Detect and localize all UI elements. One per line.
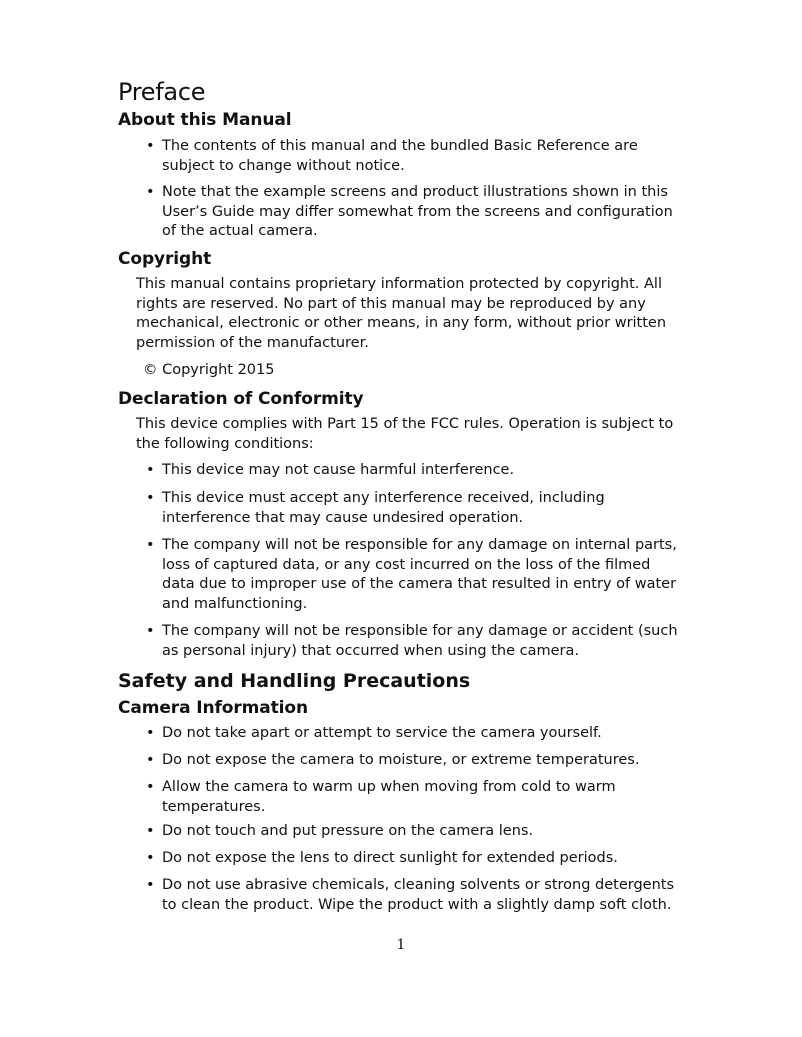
bullet-dot: • — [146, 623, 155, 639]
page-title: Preface — [118, 78, 206, 106]
conformity-bullet-4-text: The company will not be responsible for any damage or accident (such as personal injury) that occurred when using the camera. — [162, 623, 678, 659]
bullet-dot: • — [146, 725, 155, 741]
conformity-bullet-3 — [146, 536, 686, 614]
bullet-dot: • — [146, 462, 155, 478]
safety-bullet-4 — [146, 822, 686, 842]
safety-bullet-6 — [146, 876, 686, 915]
copyright-body: This manual contains proprietary information protected by copyright. All rights are reserved. No part of this manual may be reproduced by any mechanical, electronic or other means, in any form, without prior written permission of the manufacturer. — [136, 276, 667, 351]
safety-bullet-6-text: Do not use abrasive chemicals, cleaning solvents or strong detergents to clean the product. Wipe the product with a slightly damp soft cloth. — [162, 877, 675, 913]
bullet-dot: • — [146, 490, 155, 506]
safety-bullet-4-text: Do not touch and put pressure on the camera lens. — [162, 823, 534, 839]
about-bullet-2 — [146, 183, 686, 242]
conformity-bullet-4 — [146, 622, 686, 661]
conformity-heading: Declaration of Conformity — [118, 389, 364, 409]
bullet-dot: • — [146, 184, 155, 200]
conformity-bullet-1-text: This device may not cause harmful interference. — [162, 462, 515, 478]
about-bullet-1 — [146, 137, 686, 176]
bullet-dot: • — [146, 779, 155, 795]
page-number: 1 — [396, 937, 406, 953]
safety-heading: Safety and Handling Precautions — [118, 670, 471, 692]
safety-bullet-2-text: Do not expose the camera to moisture, or extreme temperatures. — [162, 752, 640, 768]
safety-bullet-1-text: Do not take apart or attempt to service the camera yourself. — [162, 725, 602, 741]
safety-bullet-3-text: Allow the camera to warm up when moving from cold to warm temperatures. — [162, 779, 616, 815]
conformity-bullet-2 — [146, 489, 686, 528]
bullet-dot: • — [146, 537, 155, 553]
bullet-dot: • — [146, 823, 155, 839]
camera-info-heading: Camera Information — [118, 698, 308, 718]
bullet-dot: • — [146, 850, 155, 866]
bullet-dot: • — [146, 752, 155, 768]
bullet-dot: • — [146, 138, 155, 154]
safety-bullet-1 — [146, 724, 686, 744]
conformity-bullet-1 — [146, 461, 686, 481]
safety-bullet-5-text: Do not expose the lens to direct sunlight for extended periods. — [162, 850, 618, 866]
about-bullet-1-text: The contents of this manual and the bundled Basic Reference are subject to change without notice. — [162, 138, 638, 174]
conformity-body: This device complies with Part 15 of the FCC rules. Operation is subject to the following conditions: — [136, 416, 674, 452]
about-bullet-2-text: Note that the example screens and product illustrations shown in this User’s Guide may differ somewhat from the screens and configuration of the actual camera. — [162, 184, 673, 239]
about-heading: About this Manual — [118, 110, 292, 130]
copyright-notice: © Copyright 2015 — [143, 362, 275, 378]
copyright-heading: Copyright — [118, 249, 212, 269]
safety-bullet-5 — [146, 849, 686, 869]
conformity-bullet-3-text: The company will not be responsible for any damage on internal parts, loss of captured data, or any cost incurred on the loss of the filmed data due to improper use of the camera that resulted in entry of water and malfunctioning. — [162, 537, 677, 612]
conformity-bullet-2-text: This device must accept any interference received, including interference that may cause undesired operation. — [162, 490, 605, 526]
bullet-dot: • — [146, 877, 155, 893]
safety-bullet-2 — [146, 751, 686, 771]
safety-bullet-3 — [146, 778, 686, 817]
